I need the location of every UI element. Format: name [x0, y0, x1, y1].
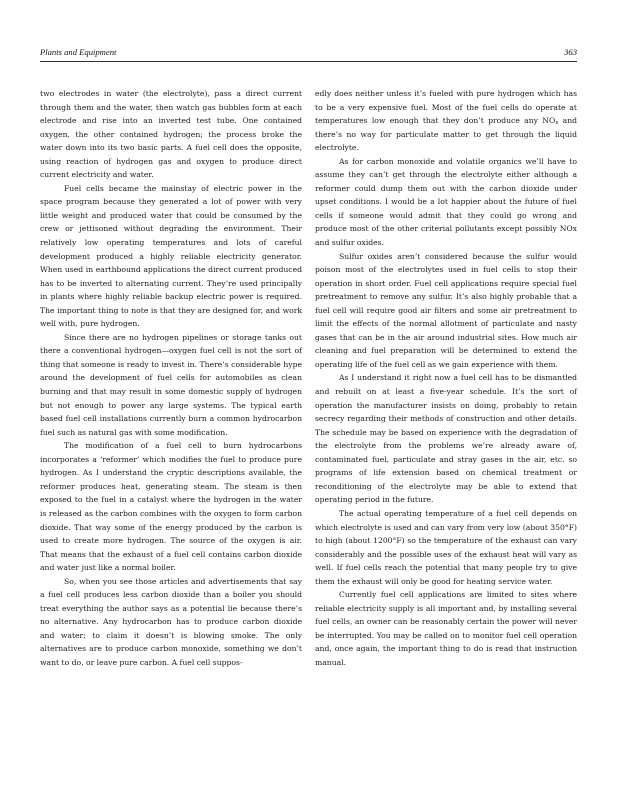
paragraph: Sulfur oxides aren’t considered because the sulfur would poison most of the electrolytes used in fuel cells to stop their operation in short order. Fuel cell applications require special fuel pretreatment to remove any sulfur. It’s also highly probable that a fuel cell will require good air filters and some air pretreatment to limit the effects of the normal allotment of particulate and nasty gases that can be in the air around industrial sites. How much air cleaning and fuel preparation will be determined to extend the operating life of the fuel cell as we gain experience with them. — [315, 251, 577, 369]
running-header — [40, 47, 577, 62]
paragraph: Currently fuel cell applications are limited to sites where reliable electricity supply is all important and, by installing several fuel cells, an owner can be reasonably certain the power will never be interrupted. You may be called on to monitor fuel cell operation and, once again, the important thing to do is read that instruction manual. — [315, 590, 577, 667]
paragraph: Fuel cells became the mainstay of electric power in the space program because they generated a lot of power with very little weight and produced water that could be consumed by the crew or jettisoned without degrading the environment. Their relatively low operating temperatures and lots of careful development produced a highly reliable electricity generator. When used in earthbound applications the direct current produced has to be inverted to alternating current. They’re used principally in plants where highly reliable backup electric power is required. The important thing to note is that they are designed for, and work well with, pure hydrogen. — [40, 183, 302, 329]
paragraph: Since there are no hydrogen pipelines or storage tanks out there a conventional hydrogen—oxygen fuel cell is not the sort of thing that someone is ready to invest in. There’s considerable hype around the development of fuel cells for automobiles as clean burning and that may result in some domestic supply of hydrogen but not enough to power any large systems. The typical earth based fuel cell installations currently burn a common hydrocarbon fuel such as natural gas with some modification. — [40, 332, 302, 437]
paragraph: So, when you see those articles and advertisements that say a fuel cell produces less carbon dioxide than a boiler you should treat everything the author says as a potential lie because there’s no alternative. Any hydrocarbon has to produce carbon dioxide and water; to claim it doesn’t is blowing smoke. The only alternatives are to produce carbon monoxide, something we don’t want to do, or leave pure carbon. A fuel cell suppos- — [40, 576, 302, 667]
subscript: x — [555, 120, 559, 127]
paragraph — [315, 87, 577, 155]
paragraph: The modification of a fuel cell to burn hydrocarbons incorporates a ‘reformer’ which modifies the fuel to produce pure hydrogen. As I understand the cryptic descriptions available, the reformer produces heat, generating steam. The steam is then exposed to the fuel in a catalyst where the hydrogen in the water is released as the carbon combines with the oxygen to form carbon dioxide. That way some of the energy produced by the carbon is used to create more hydrogen. The source of the oxygen is air. That means that the exhaust of a fuel cell contains carbon dioxide and water just like a normal boiler. — [40, 441, 302, 573]
paragraph: The actual operating temperature of a fuel cell depends on which electrolyte is used and can vary from very low (about 350°F) to high (about 1200°F) so the temperature of the exhaust can vary considerably and the possible uses of the exhaust heat will vary as well. If fuel cells reach the potential that many people try to give them the exhaust will only be good for heating service water. — [315, 508, 577, 586]
right-column — [315, 87, 577, 670]
page-number: 363 — [564, 47, 577, 57]
left-column — [40, 87, 302, 670]
paragraph: As for carbon monoxide and volatile organics we’ll have to assume they can’t get through the electrolyte either although a reformer could dump them out with the carbon dioxide under upset conditions. I would be a lot happier about the future of fuel cells if someone would admit that they could go wrong and produce most of the other criterial pollutants except possibly NOx and sulfur oxides. — [315, 156, 577, 248]
running-title: Plants and Equipment — [40, 47, 117, 57]
paragraph-text: edly does neither unless it’s fueled with pure hydrogen which has to be a very expensive fuel. Most of the fuel cells do operate at temperatures low enough that they don’t produce any NO — [315, 89, 577, 126]
paragraph-text: and there’s no way for particulate matter to get through the liquid electrolyte. — [315, 116, 578, 153]
paragraph: two electrodes in water (the electrolyte), pass a direct current through them and the water, then watch gas bubbles form at each electrode and rise into an inverted test tube. One contained oxygen, the other contained hydrogen; the process broke the water down into its two basic parts. A fuel cell does the opposite, using reaction of hydrogen gas and oxygen to produce direct current electricity and water. — [40, 89, 302, 180]
body-columns — [40, 87, 577, 670]
paragraph: As I understand it right now a fuel cell has to be dismantled and rebuilt on at least a five-year schedule. It’s the sort of operation the manufacturer insists on doing, probably to retain secrecy regarding their methods of construction and other details. The schedule may be based on experience with the degradation of the electrolyte from the problems we’re already aware of, contaminated fuel, particulate and stray gases in the air, etc. so programs of life extension based on chemical treatment or reconditioning of the electrolyte may be able to extend that operating period in the future. — [315, 373, 577, 505]
